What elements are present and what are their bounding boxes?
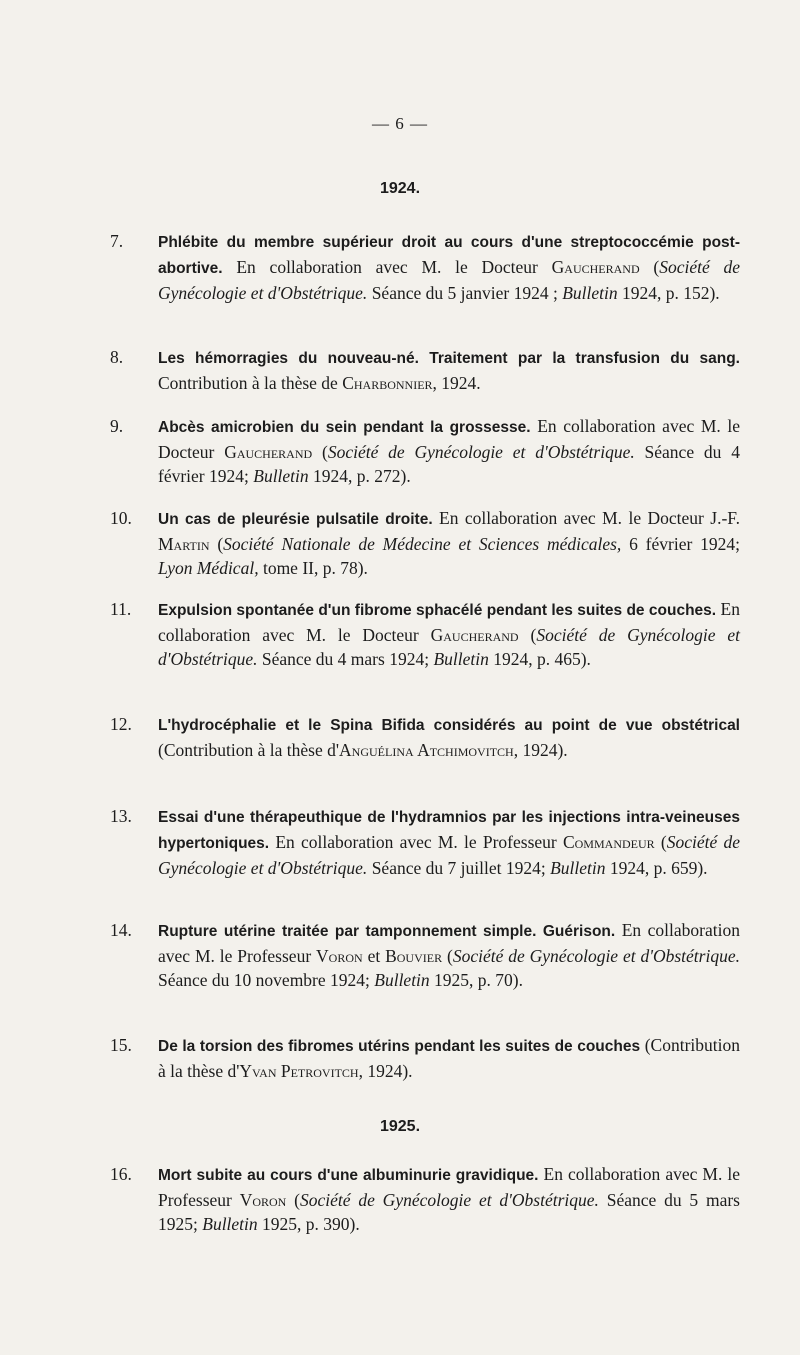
author-name: Gaucherand (551, 257, 640, 277)
journal-name: Société de Gynécologie et d'Obstétrique. (327, 442, 635, 462)
journal-name: Société Nationale de Médecine et Sciences médicales, (223, 534, 622, 554)
author-name: Yvan Petrovitch (239, 1061, 359, 1081)
bibliography-entry (110, 1162, 740, 1236)
entry-title: Abcès amicrobien du sein pendant la grossesse. (158, 419, 531, 436)
journal-name: Bulletin (550, 858, 606, 878)
entry-title: Essai d'une thérapeuthique de l'hydramnios par les injections intra-veineuses hypertoniques. (158, 809, 740, 852)
entry-number: 8. (110, 347, 124, 367)
entry-title: De la torsion des fibromes utérins pendant les suites de couches (158, 1038, 641, 1055)
author-name: Bouvier (385, 946, 443, 966)
entry-number: 15. (110, 1035, 132, 1055)
author-name: Charbonnier (342, 373, 433, 393)
entry-number: 9. (110, 416, 124, 436)
entry-text: Un cas de pleurésie pulsatile droite. En collaboration avec M. le Docteur J.-F. Martin (Société Nationale de Médecine et Sciences médicales, 6 février 1924; Lyon Médical, tome II, p. 78). (158, 508, 740, 578)
entry-number: 10. (110, 508, 132, 528)
bibliography-entry (110, 229, 740, 305)
entry-text: L'hydrocéphalie et le Spina Bifida considérés au point de vue obstétrical (Contribution à la thèse d'Anguélina Atchimovitch, 1924). (158, 717, 740, 760)
bibliography-entry (110, 597, 740, 671)
bibliography-entry (110, 1033, 740, 1083)
journal-name: Lyon Médical, (158, 558, 259, 578)
entry-text: Mort subite au cours d'une albuminurie gravidique. En collaboration avec M. le Professeur Voron (Société de Gynécologie et d'Obstétrique. Séance du 5 mars 1925; Bulletin 1925, p. 390). (158, 1164, 740, 1234)
entry-title: L'hydrocéphalie et le Spina Bifida considérés au point de vue obstétrical (158, 717, 740, 734)
journal-name: Bulletin (202, 1214, 258, 1234)
journal-name: Société de Gynécologie et d'Obstétrique. (300, 1190, 599, 1210)
bibliography-entry (110, 345, 740, 395)
journal-name: Bulletin (562, 283, 618, 303)
entry-number: 7. (110, 231, 124, 251)
journal-name: Bulletin (374, 970, 430, 990)
entry-text: Abcès amicrobien du sein pendant la grossesse. En collaboration avec M. le Docteur Gaucherand (Société de Gynécologie et d'Obstétrique. Séance du 4 février 1924; Bulletin 1924, p. 272). (158, 416, 741, 486)
entry-title: Mort subite au cours d'une albuminurie gravidique. (158, 1167, 539, 1184)
author-name: Gaucherand (224, 442, 313, 462)
bibliography-entry (110, 414, 740, 488)
bibliography-entry (110, 506, 740, 580)
entry-title: Expulsion spontanée d'un fibrome sphacélé pendant les suites de couches. (158, 602, 717, 619)
entry-text: Expulsion spontanée d'un fibrome sphacélé pendant les suites de couches. En collaboration avec M. le Docteur Gaucherand (Société de Gynécologie et d'Obstétrique. Séance du 4 mars 1924; Bulletin 1924, p. 465). (158, 599, 741, 669)
entry-text: Rupture utérine traitée par tamponnement simple. Guérison. En collaboration avec M. le Professeur Voron et Bouvier (Société de Gynécologie et d'Obstétrique. Séance du 10 novembre 1924; Bulletin 1925, p. 70). (158, 920, 740, 990)
entry-title: Phlébite du membre supérieur droit au cours d'une streptococcémie post-abortive. (158, 234, 740, 277)
entry-text: De la torsion des fibromes utérins pendant les suites de couches (Contribution à la thèse d'Yvan Petrovitch, 1924). (158, 1035, 740, 1081)
section-year: 1925. (379, 1118, 421, 1135)
entry-number: 11. (110, 599, 132, 619)
journal-name: Société de Gynécologie et d'Obstétrique. (158, 257, 741, 303)
entry-title: Rupture utérine traitée par tamponnement simple. Guérison. (158, 923, 616, 940)
entry-text: Phlébite du membre supérieur droit au cours d'une streptococcémie post-abortive. En collaboration avec M. le Docteur Gaucherand (Société de Gynécologie et d'Obstétrique. Séance du 5 janvier 1924 ; Bulletin 1924, p. 152). (158, 234, 741, 303)
bibliography-entry (110, 804, 740, 880)
bibliography-entry (110, 918, 740, 992)
author-name: Voron (239, 1190, 287, 1210)
entry-text: Les hémorragies du nouveau-né. Traitement par la transfusion du sang. Contribution à la thèse de Charbonnier, 1924. (158, 350, 740, 393)
section-year: 1924. (379, 180, 421, 197)
entry-number: 12. (110, 714, 132, 734)
bibliography-entry (110, 712, 740, 762)
journal-name: Société de Gynécologie et d'Obstétrique. (158, 625, 741, 669)
author-name: Anguélina Atchimovitch (339, 740, 514, 760)
author-name: Gaucherand (430, 625, 519, 645)
author-name: Martin (158, 534, 210, 554)
page-number: — 6 — (372, 114, 428, 133)
journal-name: Bulletin (253, 466, 309, 486)
entry-text: Essai d'une thérapeuthique de l'hydramnios par les injections intra-veineuses hypertoniques. En collaboration avec M. le Professeur Commandeur (Société de Gynécologie et d'Obstétrique. Séance du 7 juillet 1924; Bulletin 1924, p. 659). (158, 809, 740, 878)
entry-number: 13. (110, 806, 132, 826)
entry-title: Les hémorragies du nouveau-né. Traitement par la transfusion du sang. (158, 350, 740, 367)
author-name: Commandeur (562, 832, 655, 852)
journal-name: Société de Gynécologie et d'Obstétrique. (452, 946, 740, 966)
author-name: Voron (316, 946, 363, 966)
entry-title: Un cas de pleurésie pulsatile droite. (158, 511, 433, 528)
entry-number: 14. (110, 920, 132, 940)
journal-name: Société de Gynécologie et d'Obstétrique. (158, 832, 740, 878)
entry-number: 16. (110, 1164, 132, 1184)
journal-name: Bulletin (433, 649, 489, 669)
